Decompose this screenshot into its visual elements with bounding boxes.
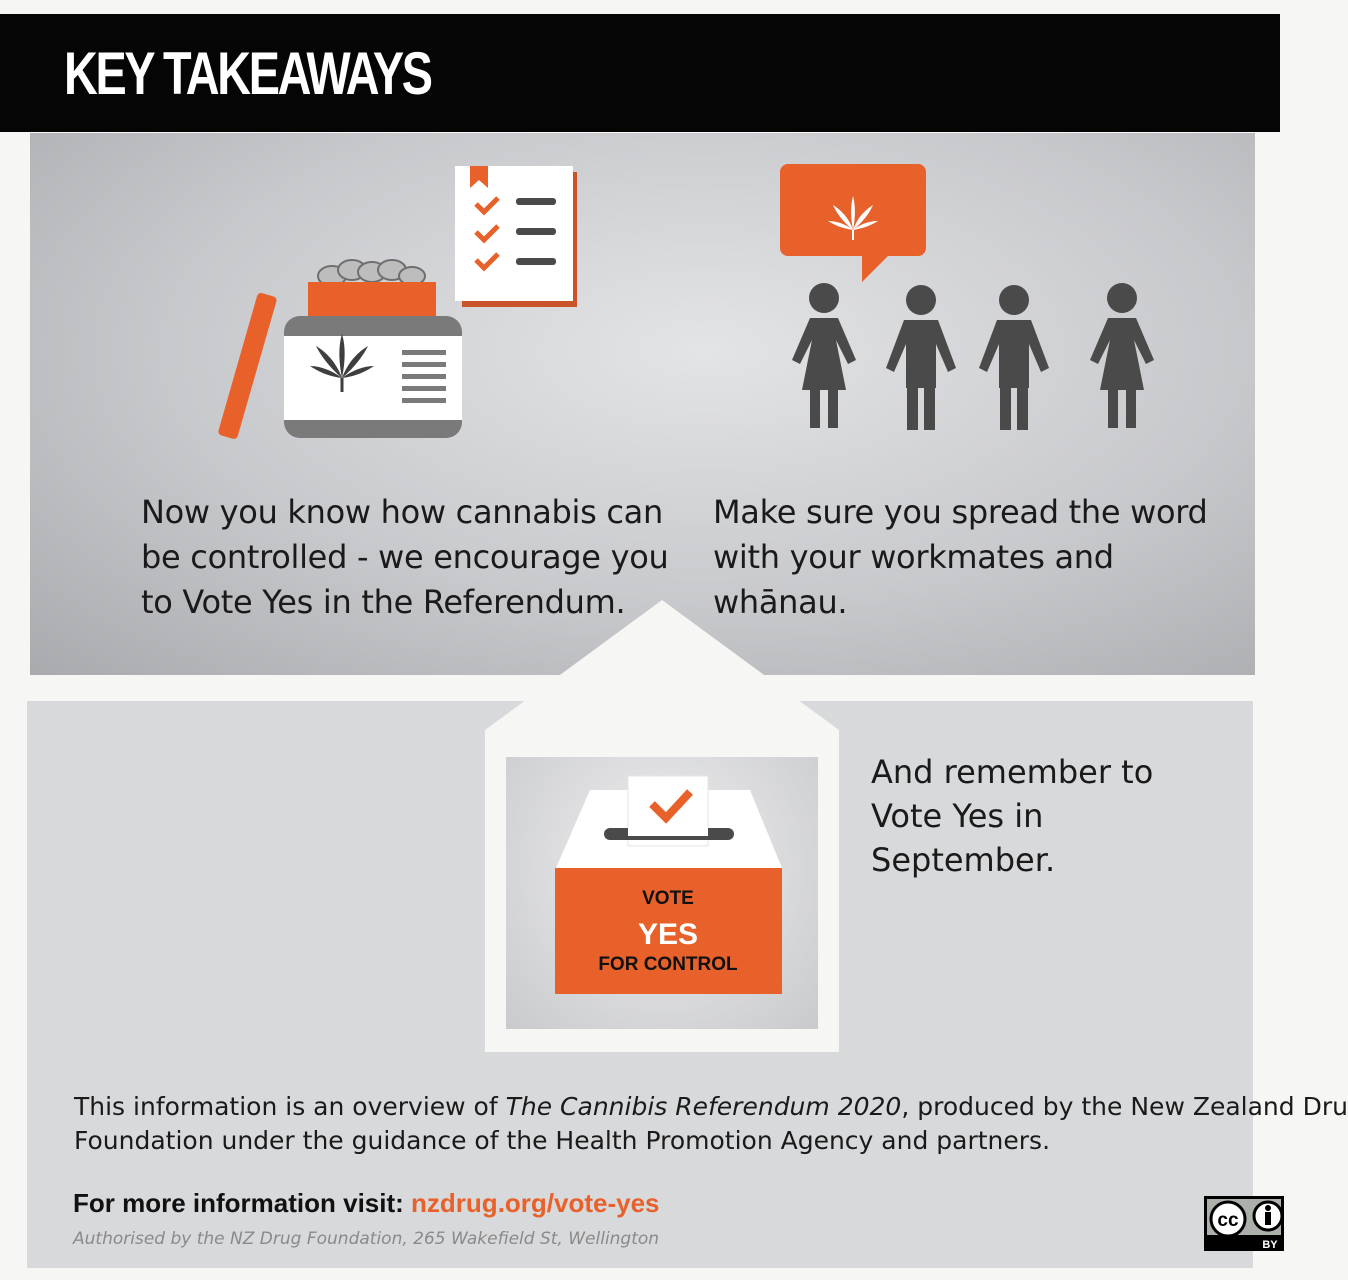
info-line2: Foundation under the guidance of the Health Promotion Agency and partners. xyxy=(74,1126,1051,1155)
people-icon xyxy=(780,164,1170,434)
ballot-label-for-control: FOR CONTROL xyxy=(598,954,738,975)
more-info-label: For more information visit: xyxy=(73,1188,404,1218)
more-info-link[interactable]: nzdrug.org/vote-yes xyxy=(411,1188,660,1218)
checklist-icon xyxy=(455,166,577,307)
info-text xyxy=(74,1090,1348,1158)
info-suffix: , produced by the New Zealand Dru xyxy=(901,1092,1348,1121)
cc-label: cc xyxy=(1217,1210,1239,1231)
authorised-text: Authorised by the NZ Drug Foundation, 265 Wakefield St, Wellington xyxy=(73,1229,660,1249)
takeaway-text-vote: Now you know how cannabis can be controlled - we encourage you to Vote Yes in the Referendum. xyxy=(141,493,669,621)
speech-bubble-icon xyxy=(780,164,926,282)
info-title: The Cannibis Referendum 2020 xyxy=(505,1092,902,1121)
cannabis-jar-icon xyxy=(222,164,582,444)
more-info xyxy=(73,1188,660,1219)
by-label: BY xyxy=(1262,1239,1278,1251)
creative-commons-icon xyxy=(1204,1196,1284,1251)
ballot-label-vote: VOTE xyxy=(642,888,694,909)
info-prefix: This information is an overview of xyxy=(74,1092,506,1121)
page-title: KEY TAKEAWAYS xyxy=(64,40,431,107)
header-bar xyxy=(0,14,1280,132)
remember-text: And remember to Vote Yes in September. xyxy=(871,753,1154,879)
takeaway-text-spread-word: Make sure you spread the word with your workmates and whānau. xyxy=(713,493,1208,621)
ballot-label-yes: YES xyxy=(637,918,699,951)
